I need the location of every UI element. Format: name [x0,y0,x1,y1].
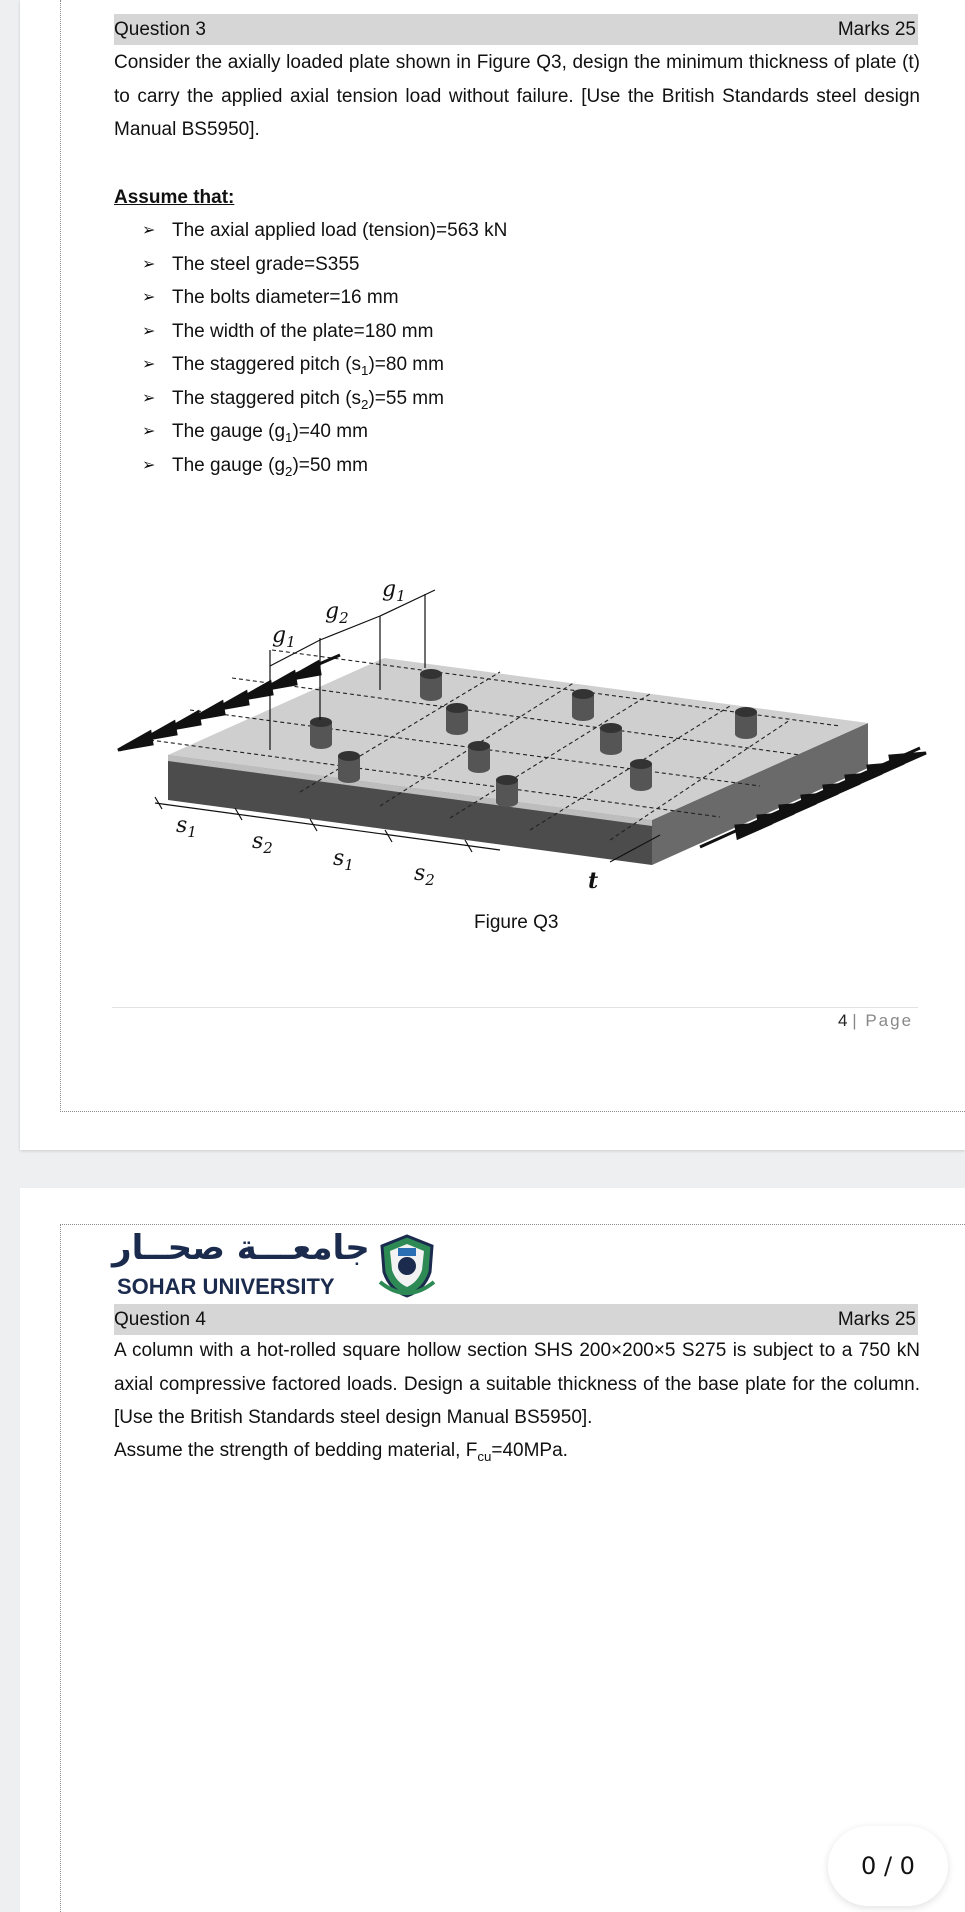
label-g1-left: $g_1$ [272,623,296,651]
page-border-left [60,0,61,1112]
assumptions-list [142,214,507,482]
assumption-item: ➢ The width of the plate=180 mm [142,315,507,349]
label-s2-right: $s_2$ [414,861,435,889]
label-s1-left: $s_1$ [176,813,197,841]
label-thickness: t [588,868,599,894]
question-3-body: Consider the axially loaded plate shown in Figure Q3, design the minimum thickness of plate (t) to carry the applied axial tension load without failure. [Use the British Standards steel design Manual BS5950]. [114,52,920,140]
assumption-item: ➢ The gauge $(g_1)=40$ mm [142,415,507,449]
assumption-item: ➢ The staggered pitch $(s_2)=55$ mm [142,382,507,416]
bolt [310,717,332,749]
question-4-marks: Marks 25 [837,1309,916,1330]
figure-caption: Figure Q3 [474,912,559,933]
bolt [735,707,757,739]
bolt [446,703,468,735]
bolt [496,775,518,807]
page-counter-badge[interactable]: 0 / 0 [828,1826,948,1906]
page-border-bottom [60,1111,965,1112]
bolt [630,759,652,791]
assumption-item: ➢ The steel grade=S355 [142,248,507,282]
label-s2-left: $s_2$ [252,829,273,857]
bolt [338,751,360,783]
university-crest-icon [374,1232,440,1302]
assumption-item: ➢ The bolts diameter=16 mm [142,281,507,315]
footer-divider [112,1007,918,1008]
page2-border-top [60,1224,965,1225]
bolt [420,669,442,701]
university-name-arabic: جامعـــة صحــار [112,1228,370,1268]
label-g1-right: $g_1$ [382,577,406,605]
question-3-label: Question 3 [114,19,206,40]
assume-heading: Assume that: [114,187,235,208]
question-4-body: A column with a hot-rolled square hollow section SHS 200×200×5 S275 is subject to a 750 kN axial compressive factored loads. Design a suitable thickness of the base plate for the column. [Use the British Standards steel design Manual BS5950]. [114,1340,920,1428]
label-g2: $g_2$ [325,599,349,627]
page2-border-left [60,1224,61,1912]
assumption-item: ➢ The axial applied load (tension)=563 kN [142,214,507,248]
university-name-english: SOHAR UNIVERSITY [117,1274,335,1299]
question-4-header [114,1304,918,1335]
question-4-label: Question 4 [114,1309,206,1330]
assumption-item: ➢ The staggered pitch $(s_1)=80$ mm [142,348,507,382]
question-3-marks: Marks 25 [837,19,916,40]
bolt [468,741,490,773]
page-number: 4 | Page [838,1011,914,1030]
label-s1-right: $s_1$ [333,846,354,874]
bolt [572,689,594,721]
bolt [600,723,622,755]
figure-q3-plate-diagram [0,560,965,900]
question-3-header [114,14,918,45]
assumption-item: ➢ The gauge $(g_2)=50$ mm [142,449,507,483]
question-4-assumption: Assume the strength of bedding material, $F_{cu}=40MPa$. [114,1440,568,1464]
